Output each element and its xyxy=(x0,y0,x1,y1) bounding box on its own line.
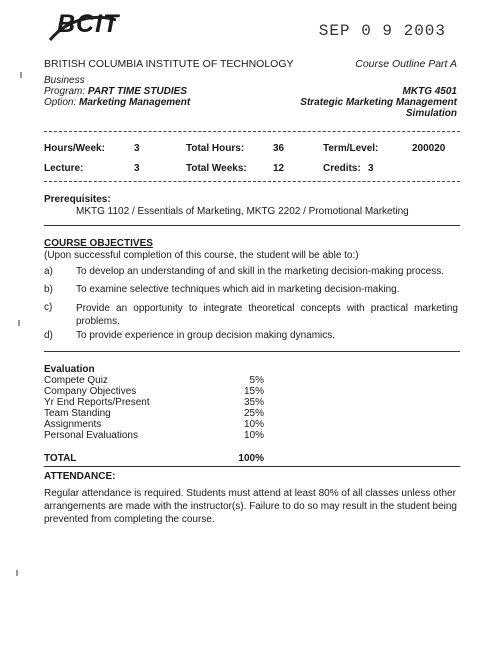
scan-speck xyxy=(18,320,20,326)
option-label: Option: xyxy=(44,97,77,108)
course-title-line2: Simulation xyxy=(405,108,457,119)
evaluation-row-label: Assignments xyxy=(44,419,102,430)
total-hours-label: Total Hours: xyxy=(186,143,245,154)
course-title-line1: Strategic Marketing Management xyxy=(300,97,457,108)
hours-week-value: 3 xyxy=(134,143,140,154)
hours-week-label: Hours/Week: xyxy=(44,143,105,154)
bcit-logo: BCIT xyxy=(57,10,120,38)
total-weeks-label: Total Weeks: xyxy=(186,163,247,174)
total-weeks-value: 12 xyxy=(273,163,285,174)
program-label: Program: xyxy=(44,86,86,97)
credits-label: Credits: xyxy=(323,163,361,174)
evaluation-row-label: Personal Evaluations xyxy=(44,430,138,441)
evaluation-row-label: Team Standing xyxy=(44,408,111,419)
outline-label-text: Course Outline Part A xyxy=(355,58,457,70)
course-code: MKTG 4501 xyxy=(402,86,457,97)
evaluation-total-pct: 100% xyxy=(238,453,264,464)
evaluation-row-label: Yr End Reports/Present xyxy=(44,397,150,408)
evaluation-row-pct: 25% xyxy=(243,408,264,419)
evaluation-row-pct: 10% xyxy=(243,419,264,430)
evaluation-row xyxy=(44,386,264,397)
evaluation-total-label: TOTAL xyxy=(44,453,77,464)
date-stamp: SEP 0 9 2003 xyxy=(318,22,446,40)
outline-label xyxy=(355,58,457,70)
prereq-divider xyxy=(44,225,460,226)
school-name: Business xyxy=(44,75,85,86)
evaluation-row-pct: 5% xyxy=(249,375,264,386)
evaluation-heading: Evaluation xyxy=(44,364,95,375)
evaluation-row-pct: 15% xyxy=(243,386,264,397)
objective-c-letter: c) xyxy=(44,302,53,313)
objective-b-letter: b) xyxy=(44,284,53,295)
scan-speck xyxy=(16,570,18,576)
evaluation-row-pct: 35% xyxy=(243,397,264,408)
evaluation-total-row xyxy=(44,453,264,464)
evaluation-row xyxy=(44,419,264,430)
attendance-heading: ATTENDANCE: xyxy=(44,471,116,482)
evaluation-row-label: Company Objectives xyxy=(44,386,137,397)
credits-value: 3 xyxy=(368,163,374,174)
option-line xyxy=(44,97,190,108)
evaluation-divider xyxy=(44,466,460,467)
term-level-label: Term/Level: xyxy=(323,143,379,154)
attendance-text: Regular attendance is required. Students must attend at least 80% of all classes unless other arrangements are made with the instructor(s). Failure to do so may result in the student being prevented from completing the course. xyxy=(44,488,457,525)
prerequisites-text: MKTG 1102 / Essentials of Marketing, MKTG 2202 / Promotional Marketing xyxy=(76,206,409,217)
objective-d-letter: d) xyxy=(44,330,53,341)
total-hours-value: 36 xyxy=(273,143,285,154)
evaluation-row-pct: 10% xyxy=(243,430,264,441)
objectives-divider xyxy=(44,351,460,352)
term-level-value: 200020 xyxy=(412,143,446,154)
objective-a-text: To develop an understanding of and skill in the marketing decision-making process. xyxy=(76,266,444,277)
prerequisites-heading: Prerequisites: xyxy=(44,194,111,205)
evaluation-row xyxy=(44,375,264,386)
program-value: PART TIME STUDIES xyxy=(87,86,187,97)
objectives-intro: (Upon successful completion of this course, the student will be able to:) xyxy=(44,250,359,261)
evaluation-row xyxy=(44,408,264,419)
evaluation-row xyxy=(44,397,264,408)
objectives-heading: COURSE OBJECTIVES xyxy=(44,238,153,249)
lecture-value: 3 xyxy=(134,163,140,174)
evaluation-row xyxy=(44,430,264,441)
objective-d-text: To provide experience in group decision making dynamics. xyxy=(76,330,336,341)
objective-a-letter: a) xyxy=(44,266,53,277)
option-value: Marketing Management xyxy=(79,97,191,108)
scan-speck xyxy=(20,72,22,78)
header-divider xyxy=(44,131,460,132)
objective-b-text: To examine selective techniques which aid in marketing decision-making. xyxy=(76,284,400,295)
objective-c-text: Provide an opportunity to integrate theoretical concepts with practical marketing problems. xyxy=(76,303,458,327)
details-divider xyxy=(44,181,460,182)
program-line xyxy=(44,86,187,97)
evaluation-row-label: Compete Quiz xyxy=(44,375,108,386)
lecture-label: Lecture: xyxy=(44,163,84,174)
institute-name: BRITISH COLUMBIA INSTITUTE OF TECHNOLOGY xyxy=(44,58,294,70)
